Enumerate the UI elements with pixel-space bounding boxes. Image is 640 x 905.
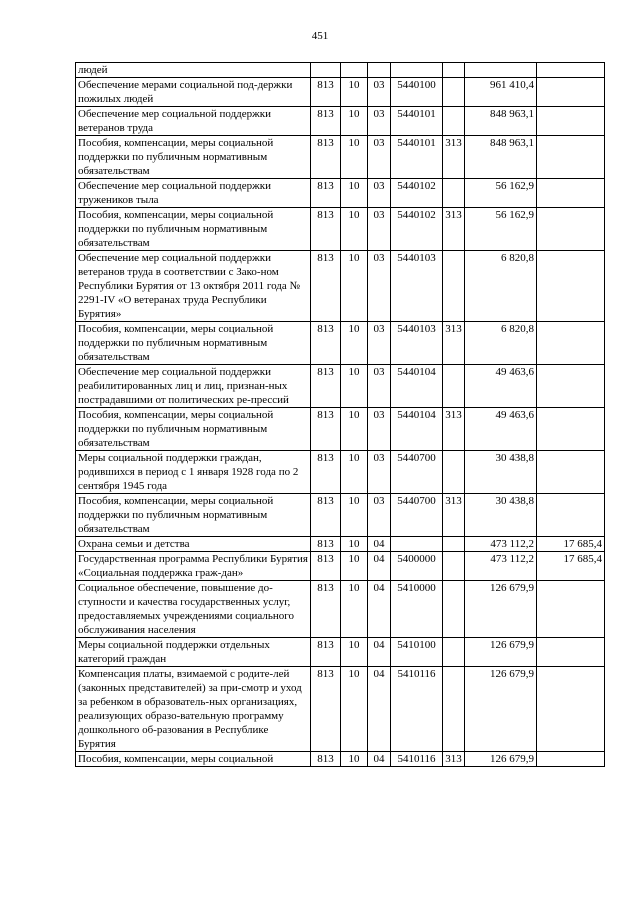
table-row [76, 78, 605, 107]
cell-amount: 49 463,6 [465, 408, 537, 451]
cell-subsection-code: 03 [368, 136, 391, 179]
cell-name: Государственная программа Республики Бурятия «Социальная поддержка граж-дан» [76, 552, 311, 581]
cell-admin-code: 813 [311, 365, 341, 408]
cell-subsection-code: 04 [368, 581, 391, 638]
cell-amount: 961 410,4 [465, 78, 537, 107]
cell-amount-2 [537, 752, 605, 767]
table-row [76, 408, 605, 451]
cell-name: Обеспечение мер социальной поддержки реабилитированных лиц и лиц, признан-ных пострадавшими от политических ре-прессий [76, 365, 311, 408]
cell-subsection-code: 03 [368, 179, 391, 208]
cell-amount-2 [537, 78, 605, 107]
cell-expense-type-code: 313 [443, 208, 465, 251]
cell-target-code: 5440104 [391, 408, 443, 451]
cell-amount-2 [537, 365, 605, 408]
cell-expense-type-code [443, 451, 465, 494]
cell-amount: 56 162,9 [465, 208, 537, 251]
budget-table [75, 62, 605, 767]
cell-section-code: 10 [341, 408, 368, 451]
cell-amount: 848 963,1 [465, 107, 537, 136]
cell-subsection-code: 03 [368, 408, 391, 451]
cell-section-code: 10 [341, 581, 368, 638]
cell-admin-code: 813 [311, 179, 341, 208]
cell-amount-2 [537, 322, 605, 365]
table-row [76, 63, 605, 78]
cell-subsection-code: 04 [368, 752, 391, 767]
cell-subsection-code [368, 63, 391, 78]
cell-amount: 6 820,8 [465, 251, 537, 322]
cell-admin-code: 813 [311, 638, 341, 667]
cell-name: Пособия, компенсации, меры социальной поддержки по публичным нормативным обязательствам [76, 208, 311, 251]
cell-target-code: 5440104 [391, 365, 443, 408]
cell-target-code: 5440100 [391, 78, 443, 107]
cell-amount: 126 679,9 [465, 581, 537, 638]
cell-amount: 30 438,8 [465, 451, 537, 494]
cell-subsection-code: 03 [368, 451, 391, 494]
table-row [76, 322, 605, 365]
cell-amount-2 [537, 136, 605, 179]
cell-target-code: 5440102 [391, 208, 443, 251]
cell-target-code: 5440101 [391, 107, 443, 136]
cell-admin-code [311, 63, 341, 78]
table-row [76, 208, 605, 251]
table-row [76, 251, 605, 322]
cell-section-code: 10 [341, 107, 368, 136]
cell-name: Социальное обеспечение, повышение до-ступности и качества государственных услуг, предоставляемых учреждениями социального обслуживания населения [76, 581, 311, 638]
cell-subsection-code: 04 [368, 638, 391, 667]
cell-name: Обеспечение мер социальной поддержки ветеранов труда в соответствии с Зако-ном Республики Бурятия от 13 октября 2011 года № 2291-IV «О ветеранах труда Республики Бурятия» [76, 251, 311, 322]
cell-amount: 6 820,8 [465, 322, 537, 365]
cell-expense-type-code [443, 667, 465, 752]
cell-admin-code: 813 [311, 408, 341, 451]
cell-name: Компенсация платы, взимаемой с родите-лей (законных представителей) за при-смотр и уход за ребенком в образователь-ных организациях, реализующих образо-вательную программу дошкольного об-разования в Республике Бурятия [76, 667, 311, 752]
cell-admin-code: 813 [311, 107, 341, 136]
cell-section-code: 10 [341, 251, 368, 322]
cell-section-code: 10 [341, 537, 368, 552]
cell-section-code: 10 [341, 136, 368, 179]
cell-section-code: 10 [341, 552, 368, 581]
cell-amount: 30 438,8 [465, 494, 537, 537]
cell-section-code: 10 [341, 667, 368, 752]
cell-admin-code: 813 [311, 667, 341, 752]
cell-subsection-code: 03 [368, 78, 391, 107]
table-row [76, 752, 605, 767]
cell-target-code: 5410100 [391, 638, 443, 667]
cell-target-code: 5440700 [391, 451, 443, 494]
cell-admin-code: 813 [311, 494, 341, 537]
cell-target-code: 5410116 [391, 667, 443, 752]
cell-amount-2 [537, 638, 605, 667]
table-row [76, 136, 605, 179]
cell-target-code: 5440700 [391, 494, 443, 537]
cell-amount-2: 17 685,4 [537, 552, 605, 581]
cell-name: Меры социальной поддержки отдельных категорий граждан [76, 638, 311, 667]
cell-amount-2 [537, 107, 605, 136]
cell-name: Пособия, компенсации, меры социальной поддержки по публичным нормативным обязательствам [76, 136, 311, 179]
cell-section-code: 10 [341, 638, 368, 667]
cell-expense-type-code: 313 [443, 494, 465, 537]
cell-target-code: 5410000 [391, 581, 443, 638]
cell-amount-2 [537, 251, 605, 322]
cell-name: людей [76, 63, 311, 78]
cell-admin-code: 813 [311, 136, 341, 179]
cell-amount: 473 112,2 [465, 537, 537, 552]
cell-expense-type-code: 313 [443, 136, 465, 179]
cell-target-code: 5440101 [391, 136, 443, 179]
cell-expense-type-code [443, 251, 465, 322]
cell-expense-type-code: 313 [443, 322, 465, 365]
cell-subsection-code: 03 [368, 322, 391, 365]
cell-amount: 126 679,9 [465, 638, 537, 667]
cell-name: Пособия, компенсации, меры социальной поддержки по публичным нормативным обязательствам [76, 408, 311, 451]
cell-section-code [341, 63, 368, 78]
cell-expense-type-code [443, 78, 465, 107]
table-row [76, 581, 605, 638]
cell-admin-code: 813 [311, 251, 341, 322]
cell-target-code: 5440103 [391, 322, 443, 365]
cell-name: Пособия, компенсации, меры социальной [76, 752, 311, 767]
cell-subsection-code: 03 [368, 251, 391, 322]
cell-section-code: 10 [341, 451, 368, 494]
cell-expense-type-code [443, 537, 465, 552]
cell-subsection-code: 03 [368, 107, 391, 136]
cell-target-code: 5400000 [391, 552, 443, 581]
cell-amount-2 [537, 63, 605, 78]
cell-target-code: 5440102 [391, 179, 443, 208]
cell-subsection-code: 04 [368, 552, 391, 581]
cell-section-code: 10 [341, 179, 368, 208]
cell-section-code: 10 [341, 365, 368, 408]
cell-subsection-code: 03 [368, 494, 391, 537]
page-number: 451 [311, 30, 329, 42]
cell-expense-type-code [443, 638, 465, 667]
cell-expense-type-code [443, 552, 465, 581]
cell-expense-type-code: 313 [443, 752, 465, 767]
cell-target-code [391, 63, 443, 78]
cell-amount-2 [537, 179, 605, 208]
table-row [76, 667, 605, 752]
budget-table-body [76, 63, 605, 767]
table-row [76, 494, 605, 537]
cell-amount: 126 679,9 [465, 752, 537, 767]
cell-admin-code: 813 [311, 752, 341, 767]
cell-name: Обеспечение мерами социальной под-держки пожилых людей [76, 78, 311, 107]
cell-amount: 49 463,6 [465, 365, 537, 408]
cell-admin-code: 813 [311, 208, 341, 251]
cell-admin-code: 813 [311, 322, 341, 365]
cell-subsection-code: 04 [368, 667, 391, 752]
cell-amount: 56 162,9 [465, 179, 537, 208]
cell-expense-type-code: 313 [443, 408, 465, 451]
table-row [76, 638, 605, 667]
cell-name: Обеспечение мер социальной поддержки тружеников тыла [76, 179, 311, 208]
table-row [76, 552, 605, 581]
cell-subsection-code: 03 [368, 365, 391, 408]
cell-subsection-code: 03 [368, 208, 391, 251]
cell-section-code: 10 [341, 494, 368, 537]
cell-admin-code: 813 [311, 552, 341, 581]
cell-name: Пособия, компенсации, меры социальной поддержки по публичным нормативным обязательствам [76, 322, 311, 365]
cell-amount-2 [537, 408, 605, 451]
cell-amount-2: 17 685,4 [537, 537, 605, 552]
cell-expense-type-code [443, 63, 465, 78]
table-row [76, 107, 605, 136]
cell-amount: 126 679,9 [465, 667, 537, 752]
cell-admin-code: 813 [311, 581, 341, 638]
cell-admin-code: 813 [311, 78, 341, 107]
cell-amount-2 [537, 208, 605, 251]
cell-expense-type-code [443, 581, 465, 638]
cell-section-code: 10 [341, 752, 368, 767]
cell-target-code: 5410116 [391, 752, 443, 767]
cell-expense-type-code [443, 179, 465, 208]
table-row [76, 537, 605, 552]
cell-amount: 473 112,2 [465, 552, 537, 581]
cell-admin-code: 813 [311, 451, 341, 494]
cell-amount-2 [537, 451, 605, 494]
cell-amount-2 [537, 581, 605, 638]
cell-admin-code: 813 [311, 537, 341, 552]
cell-name: Меры социальной поддержки граждан, родившихся в период с 1 января 1928 года по 2 сентября 1945 года [76, 451, 311, 494]
cell-amount-2 [537, 667, 605, 752]
cell-subsection-code: 04 [368, 537, 391, 552]
cell-name: Пособия, компенсации, меры социальной поддержки по публичным нормативным обязательствам [76, 494, 311, 537]
cell-expense-type-code [443, 365, 465, 408]
cell-expense-type-code [443, 107, 465, 136]
cell-name: Обеспечение мер социальной поддержки ветеранов труда [76, 107, 311, 136]
cell-section-code: 10 [341, 78, 368, 107]
cell-amount [465, 63, 537, 78]
cell-section-code: 10 [341, 322, 368, 365]
table-row [76, 179, 605, 208]
table-row [76, 451, 605, 494]
cell-amount: 848 963,1 [465, 136, 537, 179]
cell-target-code [391, 537, 443, 552]
cell-section-code: 10 [341, 208, 368, 251]
table-row [76, 365, 605, 408]
cell-target-code: 5440103 [391, 251, 443, 322]
cell-amount-2 [537, 494, 605, 537]
cell-name: Охрана семьи и детства [76, 537, 311, 552]
